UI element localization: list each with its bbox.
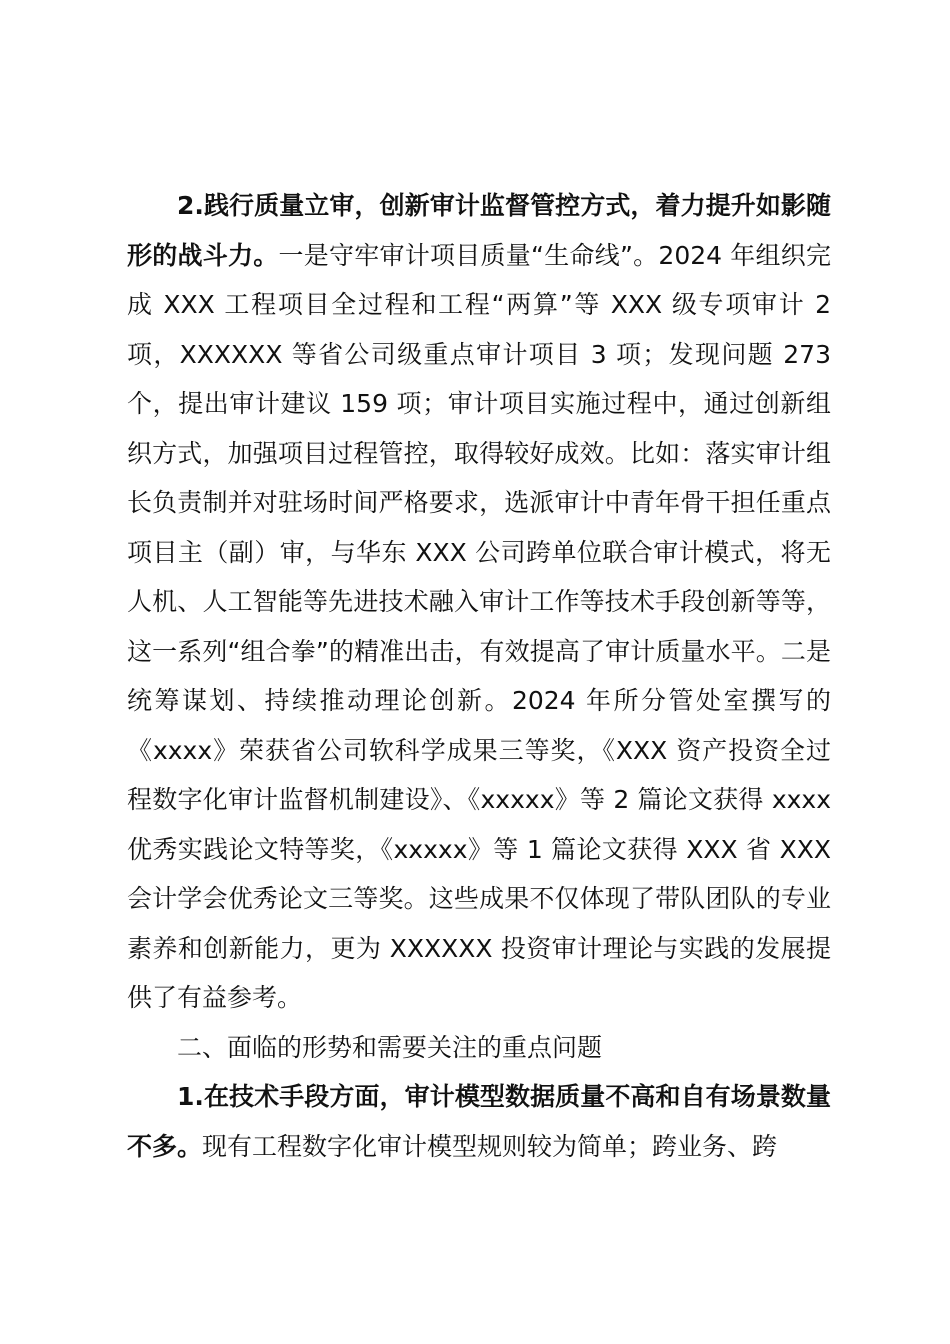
paragraph-quality-audit (127, 181, 831, 1023)
paragraph-bold-lead: 2.践行质量立审，创新审计监督管控方式，着力提升如影随形的战斗力。 (127, 191, 831, 270)
paragraph-technical-means (127, 1072, 831, 1171)
paragraph-body-text: 现有工程数字化审计模型规则较为简单；跨业务、跨 (202, 1131, 778, 1161)
paragraph-bold-lead: 1.在技术手段方面，审计模型数据质量不高和自有场景数量不多。 (127, 1082, 831, 1161)
paragraph-body-text: 一是守牢审计项目质量“生命线”。2024 年组织完成 XXX 工程项目全过程和工程“两算”等 XXX 级专项审计 2 项，XXXXXX 等省公司级重点审计项目 3 项；发现问题 273 个，提出审计建议 159 项；审计项目实施过程中，通过创新组织方式，加强项目过程管控，取得较好成效。比如：落实审计组长负责制并对驻场时间严格要求，选派审计中青年骨干担任重点项目主（副）审，与华东 XXX 公司跨单位联合审计模式，将无人机、人工智能等先进技术融入审计工作等技术手段创新等等，这一系列“组合拳”的精准出击，有效提高了审计质量水平。二是统筹谋划、持续推动理论创新。2024 年所分管处室撰写的《xxxx》荣获省公司软科学成果三等奖，《XXX 资产投资全过程数字化审计监督机制建设》、《xxxxx》等 2 篇论文获得 xxxx 优秀实践论文特等奖，《xxxxx》等 1 篇论文获得 XXX 省 XXX 会计学会优秀论文三等奖。这些成果不仅体现了带队团队的专业素养和创新能力，更为 XXXXXX 投资审计理论与实践的发展提供了有益参考。 (127, 240, 831, 1012)
section-heading: 二、面临的形势和需要关注的重点问题 (177, 1032, 603, 1062)
document-body (127, 181, 831, 1171)
